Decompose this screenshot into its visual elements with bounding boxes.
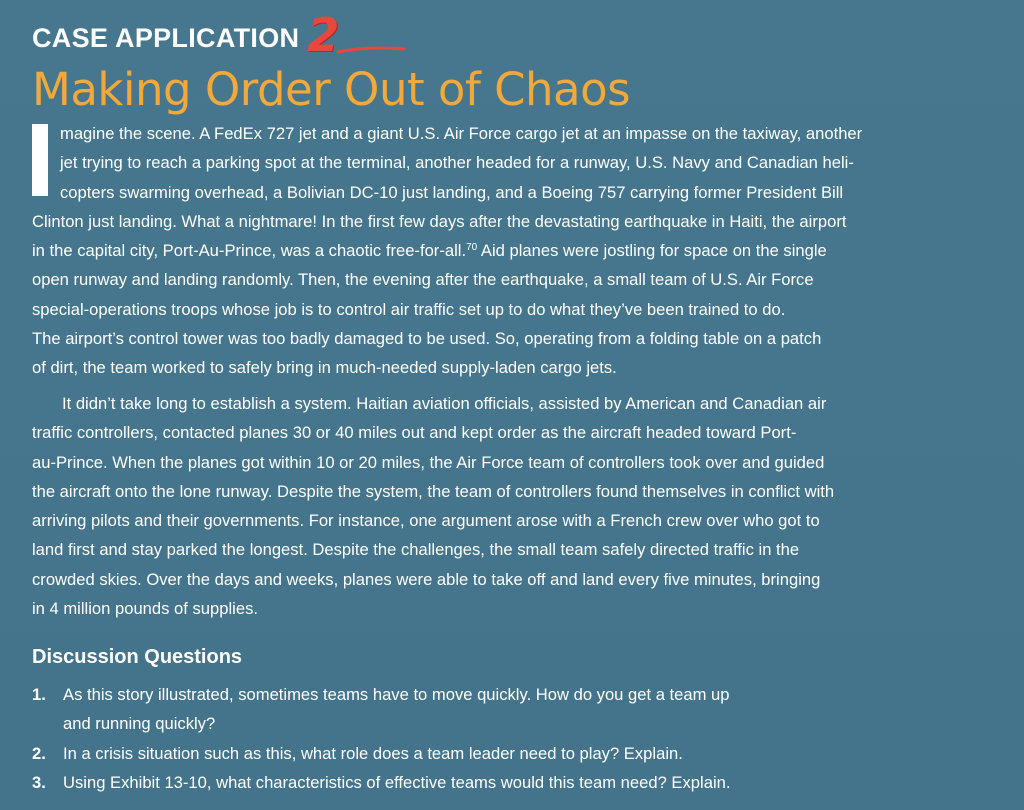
question-line: Using Exhibit 13-10, what characteristics of effective teams would this team need? Explain. (63, 772, 731, 792)
paragraph-1-line-with-footnote (32, 236, 982, 265)
paragraph-1-line: jet trying to reach a parking spot at the terminal, another headed for a runway, U.S. Navy and Canadian heli- (60, 153, 854, 173)
paragraph-1-line: The airport’s control tower was too badly damaged to be used. So, operating from a folding table on a patch (32, 329, 822, 349)
paragraph-2-line: in 4 million pounds of supplies. (32, 599, 258, 619)
question-item (32, 680, 992, 739)
question-item (32, 768, 992, 797)
paragraph-2-line: traffic controllers, contacted planes 30 or 40 miles out and kept order as the aircraft headed toward Port- (32, 423, 797, 443)
question-number: 2. (32, 743, 46, 763)
paragraph-2-line: arriving pilots and their governments. For instance, one argument arose with a French crew over who got to (32, 511, 820, 531)
footnote-marker: 70 (466, 242, 478, 254)
discussion-questions-list (32, 680, 992, 797)
question-number: 3. (32, 772, 46, 792)
question-text (63, 680, 730, 739)
case-number: 2 (307, 8, 340, 62)
question-line: As this story illustrated, sometimes teams have to move quickly. How do you get a team up (63, 685, 730, 704)
paragraph-2-line: It didn’t take long to establish a system. Haitian aviation officials, assisted by American and Canadian air (62, 394, 827, 413)
paragraph-1-line: copters swarming overhead, a Bolivian DC-10 just landing, and a Boeing 757 carrying former President Bill (60, 182, 844, 202)
paragraph-1-line: magine the scene. A FedEx 727 jet and a giant U.S. Air Force cargo jet at an impasse on the taxiway, another (60, 124, 863, 143)
case-label: CASE APPLICATION (32, 23, 300, 53)
page-title: Making Order Out of Chaos (32, 63, 631, 116)
question-line: and running quickly? (63, 714, 216, 734)
paragraph-2 (32, 389, 982, 623)
paragraph-2-line: au-Prince. When the planes got within 10 or 20 miles, the Air Force team of controllers took over and guided (32, 452, 825, 472)
paragraph-2-line: land first and stay parked the longest. Despite the challenges, the small team safely directed traffic in the (32, 540, 800, 560)
case-header (32, 8, 340, 62)
question-text (63, 739, 683, 768)
paragraph-1 (32, 119, 982, 383)
question-number: 1. (32, 685, 46, 704)
paragraph-2-line: crowded skies. Over the days and weeks, planes were able to take off and land every five minutes, bringing (32, 569, 821, 589)
paragraph-1-line: Clinton just landing. What a nightmare! In the first few days after the devastating earthquake in Haiti, the airport (32, 211, 847, 231)
case-number-underline (336, 44, 406, 54)
paragraph-1-line: special-operations troops whose job is to control air traffic set up to do what they’ve been trained to do. (32, 299, 786, 319)
paragraph-1-line-segment: in the capital city, Port-Au-Prince, was a chaotic free-for-all. (32, 241, 467, 261)
discussion-questions-heading: Discussion Questions (32, 646, 243, 668)
paragraph-2-line: the aircraft onto the lone runway. Despite the system, the team of controllers found themselves in conflict with (32, 481, 835, 501)
question-item (32, 739, 992, 768)
paragraph-1-line: of dirt, the team worked to safely bring in much-needed supply-laden cargo jets. (32, 358, 617, 378)
paragraph-1-line-segment: Aid planes were jostling for space on the single (477, 241, 827, 261)
question-text (63, 768, 730, 797)
question-line: In a crisis situation such as this, what role does a team leader need to play? Explain. (63, 743, 683, 763)
paragraph-1-line: open runway and landing randomly. Then, the evening after the earthquake, a small team of U.S. Air Force (32, 270, 814, 290)
